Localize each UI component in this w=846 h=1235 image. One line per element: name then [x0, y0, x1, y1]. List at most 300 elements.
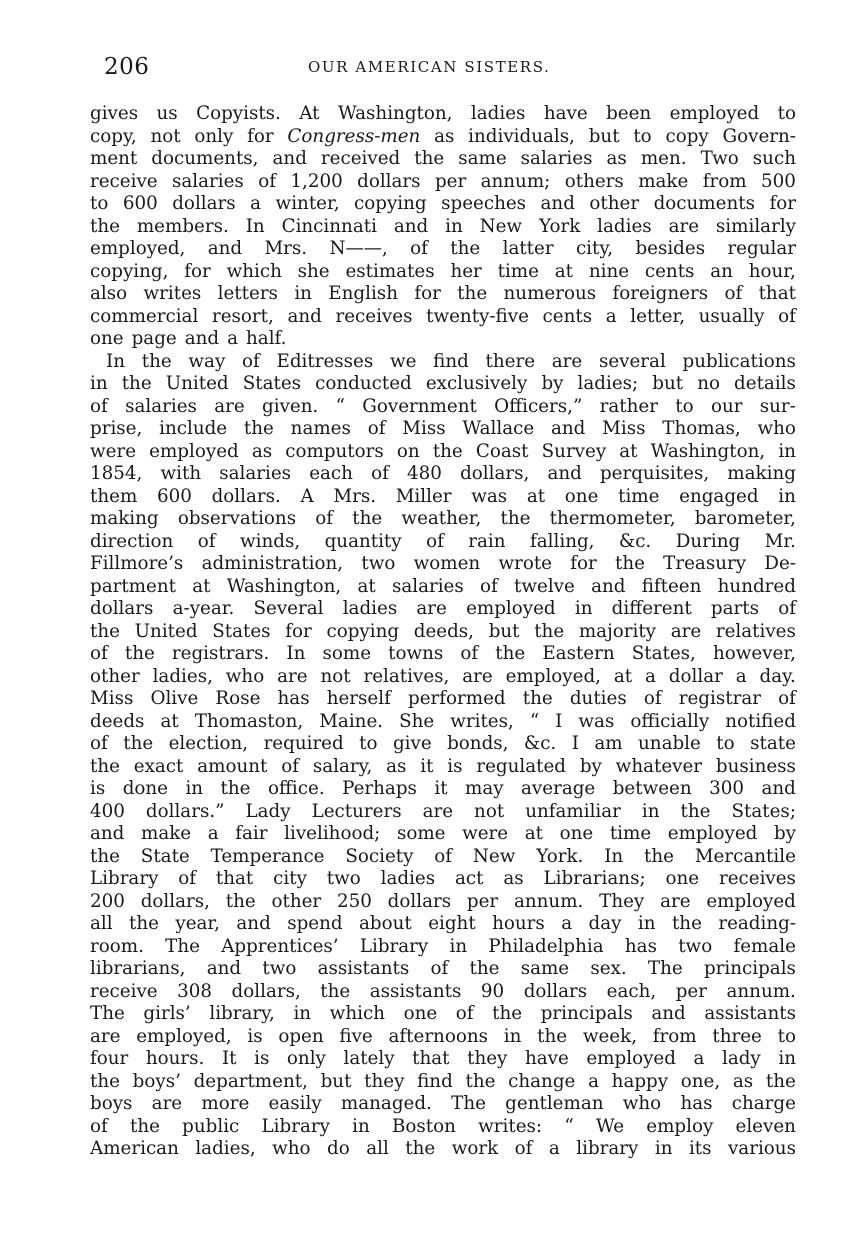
word: give [392, 733, 432, 754]
word: New [472, 845, 516, 867]
text-line [90, 778, 796, 801]
text-line [90, 576, 796, 599]
word: and [393, 215, 429, 237]
word: make [141, 823, 192, 844]
word: the [124, 643, 155, 664]
word: was [578, 710, 615, 732]
word: ladies, [152, 665, 213, 687]
word: assistants [704, 1003, 796, 1024]
word: notified [725, 710, 796, 732]
word: at [526, 485, 546, 507]
word: hours [492, 913, 545, 934]
word: time [618, 485, 660, 507]
word: of [371, 463, 389, 484]
word: copy, [90, 125, 137, 147]
word: New [479, 215, 523, 237]
word: of [778, 688, 796, 709]
word: by [773, 823, 796, 844]
word: required [263, 733, 344, 754]
word: unable [638, 733, 701, 754]
text-line [90, 711, 796, 734]
word: each [309, 463, 353, 484]
word: employed, [90, 238, 186, 259]
word: boys’ [132, 1070, 181, 1092]
text-line [90, 531, 796, 554]
word: state [750, 733, 796, 754]
word: &c. [523, 733, 557, 754]
word: members. [136, 215, 229, 237]
word: various [727, 1138, 796, 1159]
word: Govern- [722, 125, 796, 147]
word: gentleman [505, 1093, 604, 1114]
word: public [182, 1115, 240, 1137]
word: a [693, 1048, 705, 1069]
word: copying [326, 620, 400, 642]
word: assistants [317, 958, 410, 979]
word: falling, [529, 530, 595, 552]
word: are [416, 598, 447, 619]
word: the [469, 958, 500, 979]
word: done [122, 778, 168, 799]
word: has [624, 935, 657, 957]
word: relatives [715, 620, 796, 642]
word: employed [466, 598, 556, 619]
word: 600 [156, 485, 192, 507]
word: conducted [315, 373, 412, 394]
word: letters [217, 283, 278, 304]
word: of [643, 688, 662, 709]
word: boys [90, 1093, 133, 1114]
word: barometer, [694, 508, 796, 529]
word: but [488, 620, 520, 642]
word: ladies; [577, 373, 639, 394]
word: States, [631, 643, 696, 664]
word: relatives, [363, 665, 450, 687]
word: copying [354, 193, 427, 214]
word: is [247, 1025, 263, 1047]
word: by [579, 755, 602, 777]
word: officially [630, 710, 710, 732]
word: ladies [380, 868, 436, 889]
word: In [286, 643, 306, 664]
word: women [413, 553, 481, 574]
word: commercial [90, 305, 199, 327]
word: observations [177, 508, 297, 529]
word: writes [143, 283, 202, 304]
word: about [359, 913, 412, 934]
word: In [106, 350, 125, 372]
word: performed [408, 688, 506, 709]
word: at [524, 823, 543, 844]
word: the [220, 778, 251, 799]
word: salaries [219, 463, 292, 484]
word: only [286, 1048, 326, 1069]
text-line [90, 756, 796, 779]
word: the [130, 1115, 160, 1137]
word: of [480, 575, 498, 597]
word: of [90, 395, 108, 417]
word: are [422, 800, 454, 822]
word: salaries [391, 575, 464, 597]
word: library [576, 1138, 639, 1159]
word: the [414, 148, 445, 169]
word: deeds, [413, 620, 474, 642]
word: They [599, 890, 645, 912]
word: duties [569, 688, 627, 709]
word: for [184, 260, 211, 282]
word: of [455, 1003, 474, 1024]
word: the [352, 508, 383, 529]
word: of [258, 170, 276, 192]
word: different [611, 598, 692, 619]
word: annum. [726, 980, 796, 1002]
word: Society [345, 845, 414, 867]
word: 480 [407, 463, 442, 484]
word: of [430, 958, 449, 979]
word: time [609, 823, 652, 844]
word: not [320, 665, 351, 687]
word: registrar [678, 688, 761, 709]
word: and [90, 823, 125, 844]
word: Maine. [319, 710, 384, 732]
word: De- [764, 553, 796, 574]
word: bonds, [447, 733, 509, 754]
word: A [300, 485, 314, 507]
word: at [357, 575, 376, 597]
word: some [322, 643, 372, 664]
word: and [206, 958, 242, 979]
word: dollars [523, 980, 588, 1002]
text-line [90, 981, 796, 1004]
word: ment [90, 148, 138, 169]
word: At [299, 103, 320, 124]
word: dollars, [460, 463, 530, 484]
word: computors [285, 440, 384, 462]
word: a [735, 665, 747, 687]
word: same [458, 148, 507, 169]
word: Cincinnati [281, 215, 377, 237]
word: salaries [520, 148, 593, 169]
word: twenty-five [426, 305, 529, 327]
word: other [271, 890, 322, 912]
word: a [605, 305, 617, 327]
word: are [668, 215, 700, 237]
word: has [277, 688, 310, 709]
word: dollars [357, 170, 421, 192]
word: besides [635, 238, 706, 259]
word: work [451, 1138, 499, 1159]
text-line [90, 666, 796, 689]
word: Temperance [210, 845, 325, 867]
text-line [90, 936, 796, 959]
word: of [460, 643, 479, 664]
word: prise, [90, 418, 143, 439]
word: in [654, 1138, 673, 1159]
word: in [641, 800, 660, 822]
word: Editresses [276, 350, 374, 372]
word: of [426, 530, 444, 552]
word: whatever [615, 755, 703, 777]
word: one [90, 328, 124, 349]
text-line [90, 846, 796, 869]
word: rather [599, 395, 658, 417]
word: States [212, 620, 271, 642]
word: copy [665, 125, 709, 147]
word: who [225, 665, 265, 687]
word: in [294, 283, 312, 304]
word: but [588, 125, 620, 147]
word: one [403, 1003, 438, 1024]
word: thermometer, [549, 508, 676, 529]
word: our [710, 395, 743, 417]
word: of [90, 733, 108, 754]
word: the [644, 845, 674, 867]
word: it [420, 755, 434, 777]
word: per [675, 980, 707, 1002]
word: library, [209, 1003, 275, 1024]
word: Mrs. [264, 238, 308, 259]
word: that [758, 283, 796, 304]
word: have [524, 1048, 569, 1069]
text-line [90, 373, 796, 396]
word: one, [680, 1070, 721, 1092]
word: with [160, 463, 202, 484]
word: lady [721, 1048, 761, 1069]
text-line [90, 283, 796, 306]
word: and [184, 328, 220, 349]
word: not [150, 125, 181, 147]
word: been [606, 103, 652, 124]
word: Miss [402, 418, 446, 439]
text-line [90, 148, 796, 171]
word: more [201, 1093, 250, 1114]
word: Several [253, 598, 324, 619]
word: are [151, 1093, 183, 1114]
word: and [540, 193, 575, 214]
word: of [367, 418, 386, 439]
word: twelve [514, 575, 575, 597]
word: Apprentices’ [221, 935, 339, 957]
word: salary, [312, 755, 373, 777]
word: two [326, 868, 361, 889]
word: States; [731, 800, 796, 822]
word: the [141, 350, 172, 372]
word: foreigners [612, 283, 709, 304]
word: United [134, 620, 198, 642]
page-number: 206 [104, 54, 150, 80]
word: dollars.” [145, 800, 225, 822]
word: salaries [172, 170, 244, 192]
text-line [90, 823, 796, 846]
word: dollars, [231, 980, 301, 1002]
word: are [551, 350, 583, 372]
word: I [555, 710, 563, 732]
word: is [447, 755, 463, 777]
word: an [710, 260, 733, 282]
word: direction [90, 530, 174, 552]
word: English [328, 283, 398, 304]
word: dollars, [140, 890, 210, 912]
word: also [90, 283, 128, 304]
word: who [622, 1093, 662, 1114]
word: annum; [480, 170, 551, 192]
word: of [514, 1138, 533, 1159]
word: at [613, 665, 633, 687]
word: the [680, 800, 711, 822]
word: at [160, 710, 179, 732]
word: am [594, 733, 623, 754]
word: 600 [122, 193, 158, 214]
word: other [90, 665, 140, 687]
word: the [320, 980, 351, 1002]
word: the [432, 440, 463, 462]
word: the [671, 913, 702, 934]
word: for [247, 125, 274, 147]
word: registrars. [171, 643, 270, 664]
word: act [455, 868, 484, 889]
text-line [90, 351, 796, 374]
word: have [543, 103, 588, 124]
word: who [272, 1138, 311, 1159]
word: per [434, 170, 467, 192]
text-line [90, 486, 796, 509]
word: four [90, 1048, 129, 1069]
word: charge [731, 1093, 796, 1114]
word: a [561, 913, 573, 934]
word: Copyists. [196, 103, 281, 124]
word: quantity [324, 530, 402, 552]
word: Mrs. [333, 485, 377, 507]
word: is [254, 1048, 270, 1069]
word: State [140, 845, 190, 867]
word: hours. [145, 1048, 205, 1069]
word: that [412, 1048, 450, 1069]
word: The [647, 958, 683, 979]
word: at [192, 575, 211, 597]
word: sur- [759, 395, 796, 417]
word: in [293, 1003, 312, 1024]
word: department, [193, 1070, 308, 1092]
word: the [465, 1070, 496, 1092]
word: it [434, 778, 448, 799]
word: “ [335, 395, 345, 417]
word: all [90, 913, 113, 934]
word: amount [197, 755, 268, 777]
word: others [564, 170, 624, 192]
word: receives [335, 305, 413, 327]
word: she [297, 260, 330, 282]
word: &c. [618, 530, 652, 552]
word: are [670, 620, 702, 642]
word: may [465, 778, 504, 799]
word: day [588, 913, 622, 934]
word: and [591, 575, 626, 597]
word: parts [710, 598, 759, 619]
word: to [675, 395, 694, 417]
word: city [273, 868, 307, 889]
word: Thomas, [662, 418, 741, 439]
word: three [712, 1025, 762, 1047]
word: for [570, 553, 597, 574]
word: the [129, 913, 159, 934]
text-line [90, 733, 796, 756]
text-line [90, 1048, 796, 1071]
word: for [285, 620, 312, 642]
word: cents [644, 260, 695, 282]
text-line [90, 508, 796, 531]
word: publications [682, 350, 796, 372]
word: receive [90, 980, 158, 1002]
word: the [534, 620, 565, 642]
word: only [194, 125, 234, 147]
word: as [732, 1070, 754, 1092]
word: details [734, 373, 796, 394]
word: in [185, 778, 204, 799]
word: for [414, 283, 441, 304]
word: ladies, [195, 1138, 256, 1159]
word: and [207, 238, 243, 259]
word: five [339, 1025, 373, 1047]
word: principals [703, 958, 796, 979]
word: 1,200 [290, 170, 343, 192]
word: dollars [387, 890, 452, 912]
word: they [467, 1048, 508, 1069]
text-line [90, 868, 796, 891]
word: the [450, 238, 481, 259]
word: rain [468, 530, 506, 552]
word: the [90, 215, 120, 237]
word: making [727, 463, 796, 484]
word: States [242, 373, 302, 394]
word: Washington, [650, 440, 766, 462]
text-line [90, 643, 796, 666]
word: us [156, 103, 178, 124]
word: the [405, 1138, 436, 1159]
word: office. [267, 778, 325, 799]
word: half. [246, 328, 287, 349]
word: individuals, [468, 125, 575, 147]
word: unfamiliar [525, 800, 621, 822]
word: there [485, 350, 536, 372]
text-line [90, 1093, 796, 1116]
word: of [197, 530, 216, 552]
word: include [159, 418, 228, 439]
word: cents [542, 305, 593, 327]
word: estimates [345, 260, 435, 282]
word: the [522, 688, 553, 709]
word: such [752, 148, 796, 169]
word: who [757, 418, 796, 439]
word: writes: [478, 1115, 543, 1137]
word: regular [727, 238, 796, 259]
word: Coast [475, 440, 529, 462]
word: of [778, 598, 796, 619]
word: way [188, 350, 226, 372]
word: making [90, 508, 159, 529]
word: in [449, 935, 468, 957]
word: as [434, 125, 455, 147]
word: open [278, 1025, 324, 1047]
text-line [90, 171, 796, 194]
word: received [320, 148, 401, 169]
word: men. [640, 148, 687, 169]
word: dollars [90, 598, 154, 619]
word: and [236, 913, 271, 934]
word: were [462, 823, 509, 844]
word: from [702, 170, 747, 192]
word: city, [575, 238, 614, 259]
word: spend [287, 913, 343, 934]
